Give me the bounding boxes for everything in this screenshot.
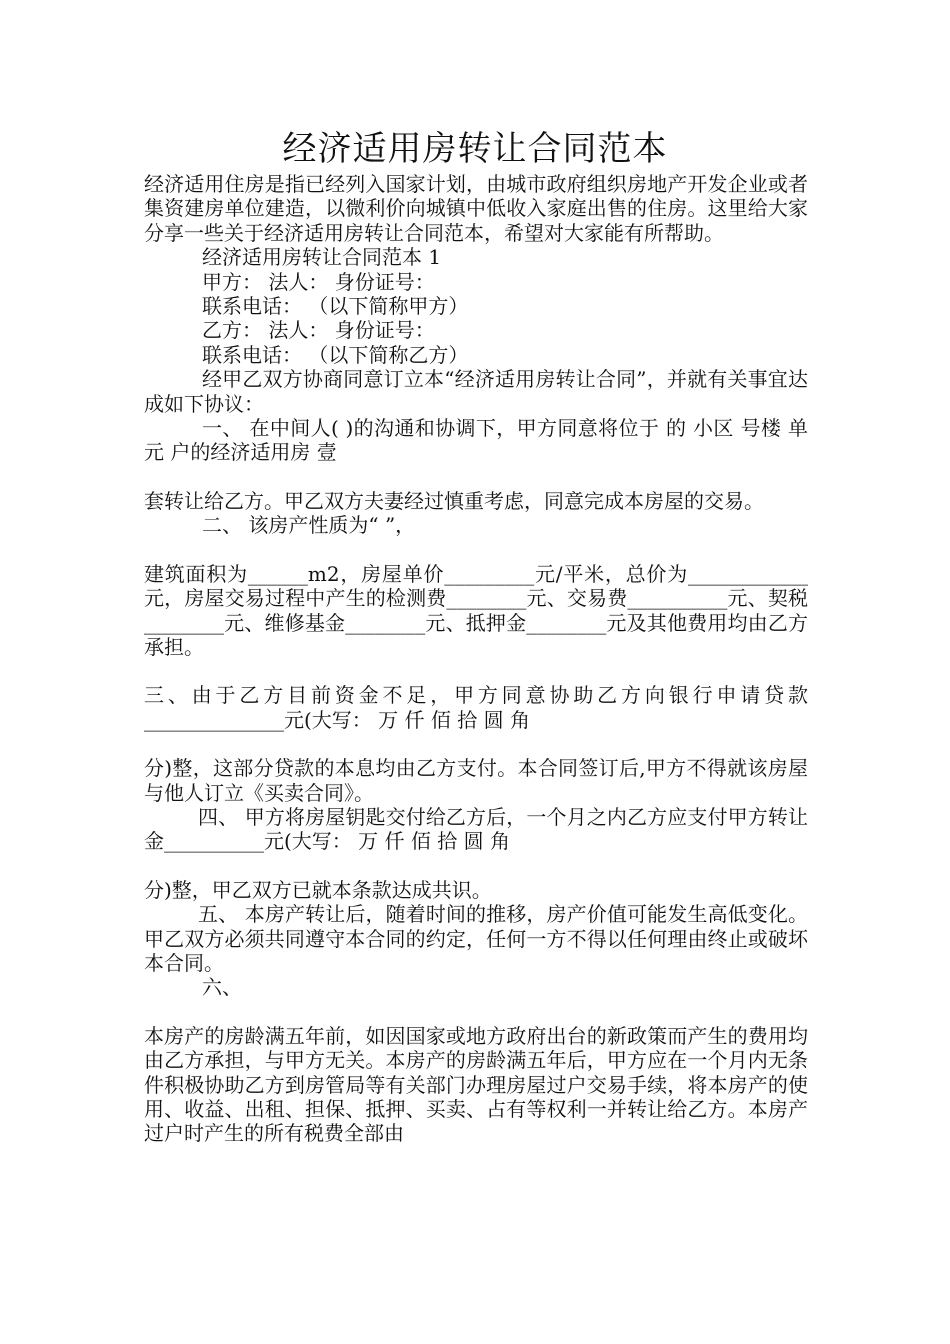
party-a-line: 甲方： 法人： 身份证号： [202, 269, 435, 294]
section-heading: 经济适用房转让合同范本 1 [202, 245, 442, 270]
agreement-paragraph: 经甲乙双方协商同意订立本“经济适用房转让合同”，并就有关事宜达成如下协议： [144, 367, 808, 416]
intro-paragraph: 经济适用住房是指已经列入国家计划，由城市政府组织房地产开发企业或者集资建房单位建造，以微利价向城镇中低收入家庭出售的住房。这里给大家分享一些关于经济适用房转让合同范本，希望对大家能有所帮助。 [144, 172, 808, 245]
clause-1-continued: 套转让给乙方。甲乙双方夫妻经过慎重考虑，同意完成本房屋的交易。 [144, 488, 764, 513]
clause-6-continued: 本房产的房龄满五年前，如因国家或地方政府出台的新政策而产生的费用均由乙方承担，与甲方无关。本房产的房龄满五年后，甲方应在一个月内无条件积极协助乙方到房管局等有关部门办理房屋过户交易手续，将本房产的使用、收益、出租、担保、抵押、买卖、占有等权利一并转让给乙方。本房产过户时产生的所有税费全部由 [144, 1023, 808, 1146]
clause-3: 三、由于乙方目前资金不足，甲方同意协助乙方向银行申请贷款______________元(大写： 万 仟 佰 拾 圆 角 [144, 683, 808, 732]
spacer [144, 854, 808, 878]
spacer [144, 465, 808, 489]
document-body [144, 172, 808, 1146]
spacer [144, 732, 808, 756]
clause-6: 六、 [202, 975, 242, 1000]
clause-2: 二、 该房产性质为“ ”， [202, 513, 416, 538]
clause-5: 五、 本房产转让后，随着时间的推移，房产价值可能发生高低变化。甲乙双方必须共同遵守本合同的约定，任何一方不得以任何理由终止或破坏本合同。 [144, 902, 808, 975]
party-b-line: 乙方： 法人： 身份证号： [202, 318, 435, 343]
party-a-phone: 联系电话： （以下简称甲方） [202, 294, 469, 319]
spacer [144, 538, 808, 562]
party-b-phone: 联系电话： （以下简称乙方） [202, 342, 469, 367]
clause-3-continued: 分)整，这部分贷款的本息均由乙方支付。本合同签订后,甲方不得就该房屋与他人订立《买卖合同》。 [144, 756, 808, 805]
clause-2-continued: 建筑面积为______m2，房屋单价_________元/平米，总价为____________元，房屋交易过程中产生的检测费________元、交易费__________元、契税________元、维修基金________元、抵押金________元及其他费用均由乙方承担。 [144, 561, 808, 659]
spacer [144, 1000, 808, 1024]
spacer [144, 659, 808, 683]
clause-1: 一、 在中间人( )的沟通和协调下，甲方同意将位于 的 小区 号楼 单元 户的经济适用房 壹 [144, 416, 808, 465]
document-title: 经济适用房转让合同范本 [282, 129, 668, 169]
clause-4-continued: 分)整，甲乙双方已就本条款达成共识。 [144, 877, 492, 902]
clause-4: 四、 甲方将房屋钥匙交付给乙方后，一个月之内乙方应支付甲方转让金__________元(大写： 万 仟 佰 拾 圆 角 [144, 804, 808, 854]
